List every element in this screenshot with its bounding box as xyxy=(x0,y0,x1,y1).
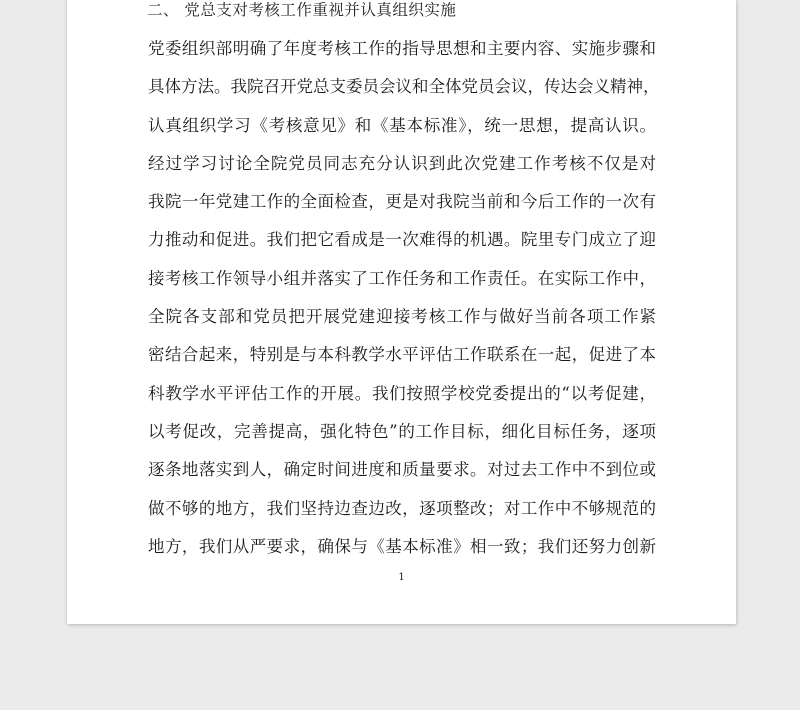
text-line: 地方，我们从严要求，确保与《基本标准》相一致；我们还努力创新 xyxy=(148,536,656,556)
section-heading: 二、 党总支对考核工作重视并认真组织实施 xyxy=(147,1,457,19)
text-line: 力推动和促进。我们把它看成是一次难得的机遇。院里专门成立了迎 xyxy=(148,230,656,250)
page-number: 1 xyxy=(398,572,405,583)
text-line: 科教学水平评估工作的开展。我们按照学校党委提出的“以考促建， xyxy=(148,383,656,403)
text-line: 逐条地落实到人，确定时间进度和质量要求。对过去工作中不到位或 xyxy=(148,460,656,480)
text-line: 做不够的地方，我们坚持边查边改，逐项整改；对工作中不够规范的 xyxy=(148,498,656,518)
text-line: 全院各支部和党员把开展党建迎接考核工作与做好当前各项工作紧 xyxy=(148,307,656,327)
text-line: 认真组织学习《考核意见》和《基本标准》，统一思想，提高认识。 xyxy=(148,115,656,135)
text-line: 具体方法。我院召开党总支委员会议和全体党员会议，传达会义精神， xyxy=(148,77,660,97)
text-line: 党委组织部明确了年度考核工作的指导思想和主要内容、实施步骤和 xyxy=(148,39,656,58)
text-line: 以考促改，完善提高，强化特色”的工作目标，细化目标任务，逐项 xyxy=(148,421,656,441)
document-page xyxy=(67,0,736,624)
text-line: 我院一年党建工作的全面检查，更是对我院当前和今后工作的一次有 xyxy=(148,192,656,212)
text-line: 经过学习讨论全院党员同志充分认识到此次党建工作考核不仅是对 xyxy=(148,153,656,173)
body-paragraph xyxy=(148,30,660,566)
text-line: 接考核工作领导小组并落实了工作任务和工作责任。在实际工作中， xyxy=(148,268,656,288)
text-line: 密结合起来，特别是与本科教学水平评估工作联系在一起，促进了本 xyxy=(148,345,656,365)
